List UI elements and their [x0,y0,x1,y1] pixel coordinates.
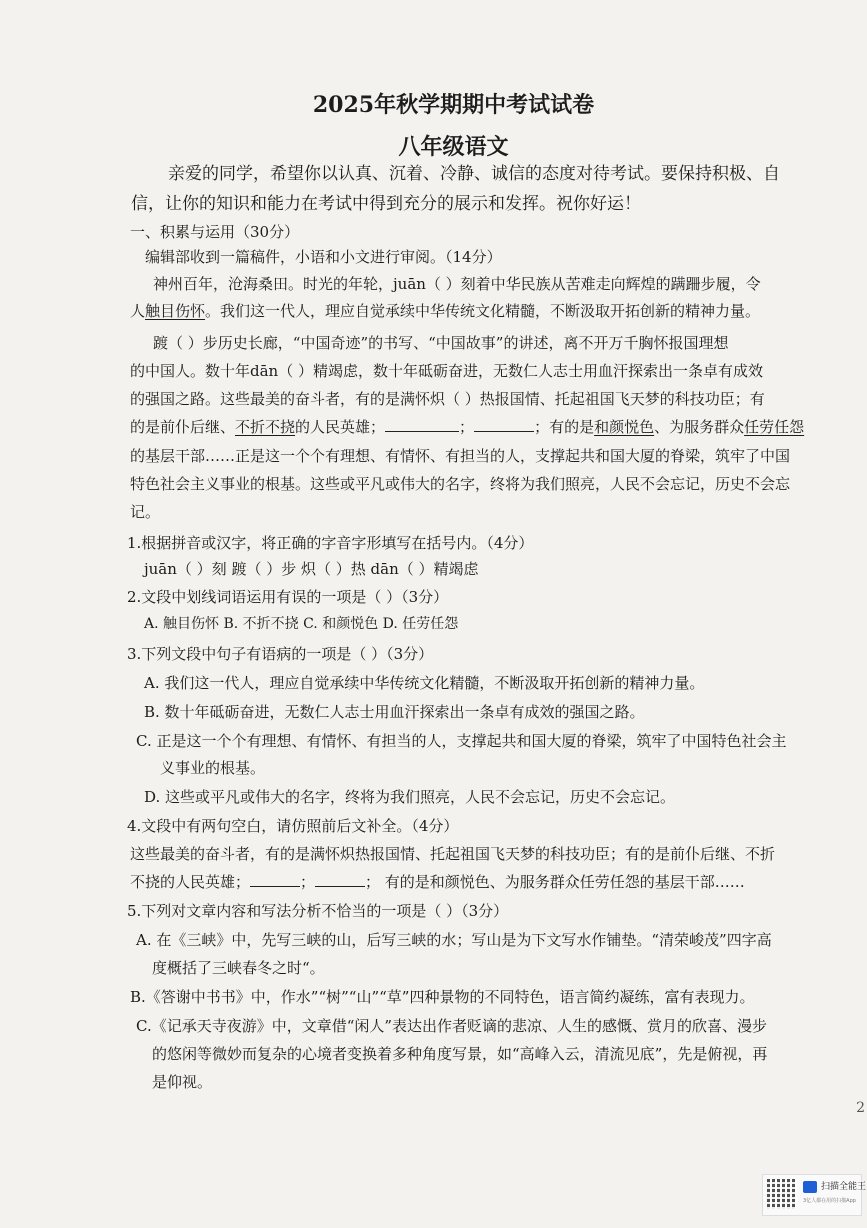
scanner-sub-label: 3亿人都在用的扫描App [803,1198,856,1204]
question-2-options: A. 触目伤怀 B. 不折不挠 C. 和颜悦色 D. 任劳任怨 [144,616,459,632]
passage-line: 神州百年，沧海桑田。时光的年轮，juān（ ）刻着中华民族从苦难走向辉煌的蹒跚步履，令 [153,275,761,293]
section-lead: 编辑部收到一篇稿件，小语和小文进行审阅。（14分） [145,248,502,266]
passage-line: 记。 [130,503,161,521]
passage-text: 。我们这一代人，理应自觉承续中华传统文化精髓，不断汲取开拓创新的精神力量。 [205,302,761,320]
passage-text: ；有的是 [534,418,595,436]
passage-line: 的基层干部……正是这一个个有理想、有情怀、有担当的人，支撑起共和国大厦的脊梁，筑牢了中国 [130,447,791,465]
margin-mark: 2 [856,1100,865,1116]
question-3-stem: 3.下列文段中句子有语病的一项是（ ）（3分） [127,645,434,663]
answer-blank[interactable] [250,872,300,887]
question-4-line-2 [130,872,745,892]
question-4-text: ； 有的是和颜悦色、为服务群众任劳任怨的基层干部…… [365,873,745,891]
question-3-option-a: A. 我们这一代人，理应自觉承续中华传统文化精髓，不断汲取开拓创新的精神力量。 [144,674,705,692]
question-5-option-a-cont: 度概括了三峡春冬之时“。 [152,959,325,977]
passage-line: 踱（ ）步历史长廊，“中国奇迹”的书写、“中国故事”的讲述，离不开万千胸怀报国理想 [153,334,729,352]
subject-title: 八年级语文 [398,134,509,160]
question-3-option-c-cont: 义事业的根基。 [160,759,266,777]
question-1-items: juān（ ）刻 踱（ ）步 炽（ ）热 dān（ ）精竭虑 [144,560,479,578]
passage-line [130,417,804,437]
exam-title: 2025年秋学期期中考试试卷 [312,92,595,118]
scanner-label: 扫描全能王 [821,1182,867,1192]
qr-code-icon [767,1179,797,1209]
section-heading: 一、积累与运用（30分） [130,223,300,241]
question-5-option-c-cont: 是仰视。 [152,1073,213,1091]
answer-blank[interactable] [315,872,365,887]
passage-line: 的中国人。数十年dān（ ）精竭虑，数十年砥砺奋进，无数仁人志士用血汗探索出一条卓有成效 [130,362,763,380]
passage-text: 、为服务群众 [654,418,745,436]
question-3-option-b: B. 数十年砥砺奋进，无数仁人志士用血汗探索出一条卓有成效的强国之路。 [144,703,645,721]
underlined-phrase: 任劳任怨 [744,418,805,436]
question-3-option-c: C. 正是这一个个有理想、有情怀、有担当的人，支撑起共和国大厦的脊梁，筑牢了中国特色社会主 [136,732,787,750]
question-1-stem: 1.根据拼音或汉字，将正确的字音字形填写在括号内。（4分） [127,534,534,552]
question-5-option-a: A. 在《三峡》中，先写三峡的山，后写三峡的水；写山是为下文写水作铺垫。“清荣峻茂”四字高 [136,931,772,949]
question-2-stem: 2.文段中划线词语运用有误的一项是（ ）（3分） [127,588,449,606]
passage-text: 人 [130,302,146,320]
question-5-option-b: B.《答谢中书书》中，作水”“树”“山”“草”四种景物的不同特色，语言简约凝练，富有表现力。 [130,988,755,1006]
scanner-watermark [762,1174,867,1216]
passage-text: 的人民英雄； [295,418,386,436]
underlined-phrase: 触目伤怀 [145,302,206,320]
question-4-line-1: 这些最美的奋斗者，有的是满怀炽热报国情、托起祖国飞天梦的科技功臣；有的是前仆后继、不折 [130,845,776,863]
question-4-text: ； [300,873,316,891]
question-4-stem: 4.文段中有两句空白，请仿照前后文补全。（4分） [127,817,459,835]
intro-line-2: 信，让你的知识和能力在考试中得到充分的展示和发挥。祝你好运！ [131,194,641,214]
question-5-option-c-cont: 的悠闲等微妙而复杂的心境者变换着多种角度写景，如“高峰入云，清流见底”，先是俯视，再 [152,1045,768,1063]
underlined-phrase: 不折不挠 [235,418,296,436]
passage-line: 的强国之路。这些最美的奋斗者，有的是满怀炽（ ）热报国情、托起祖国飞天梦的科技功臣；有 [130,390,765,408]
passage-line: 特色社会主义事业的根基。这些或平凡或伟大的名字，终将为我们照亮，人民不会忘记，历史不会忘 [130,475,791,493]
passage-text: ； [459,418,475,436]
question-3-option-d: D. 这些或平凡或伟大的名字，终将为我们照亮，人民不会忘记，历史不会忘记。 [144,788,676,806]
answer-blank[interactable] [474,417,534,432]
underlined-phrase: 和颜悦色 [594,418,655,436]
passage-text: 的是前仆后继、 [130,418,236,436]
question-5-stem: 5.下列对文章内容和写法分析不恰当的一项是（ ）（3分） [127,902,509,920]
scanner-app-icon [803,1181,817,1193]
passage-line [130,301,760,321]
intro-line-1: 亲爱的同学，希望你以认真、沉着、冷静、诚信的态度对待考试。要保持积极、自 [168,164,780,184]
answer-blank[interactable] [385,417,459,432]
question-5-option-c: C.《记承天寺夜游》中，文章借“闲人”表达出作者贬谪的悲凉、人生的感慨、赏月的欣喜、漫步 [136,1017,768,1035]
question-4-text: 不挠的人民英雄； [130,873,251,891]
